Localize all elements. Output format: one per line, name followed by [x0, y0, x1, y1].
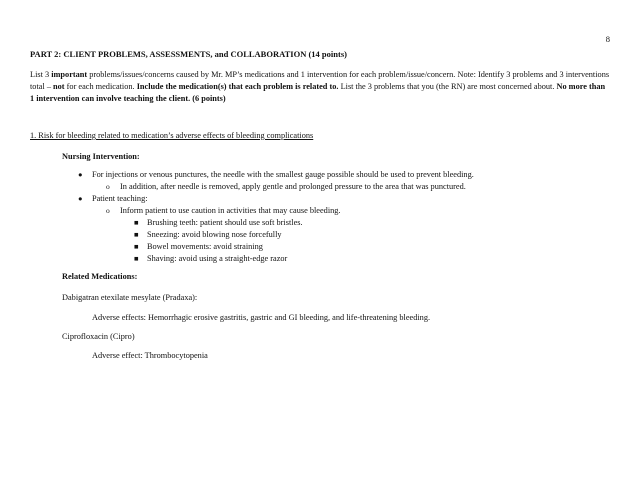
instructions-paragraph	[30, 69, 610, 104]
problem-title: 1. Risk for bleeding related to medication’s adverse effects of bleeding complications	[30, 131, 314, 140]
square-bullet-icon: ■	[134, 242, 139, 251]
instructions-emphasis: No more than 1 intervention can involve teaching the client. (6 points)	[30, 81, 606, 103]
circle-bullet-icon: o	[106, 182, 110, 191]
sub-bullet-item: In addition, after needle is removed, apply gentle and prolonged pressure to the area that was punctured.	[120, 182, 466, 191]
bullet-item: For injections or venous punctures, the needle with the smallest gauge possible should be used to prevent bleeding.	[92, 170, 474, 179]
bullet-icon: ●	[78, 170, 83, 179]
square-bullet-icon: ■	[134, 218, 139, 227]
bullet-icon: ●	[78, 194, 83, 203]
square-bullet-item: Bowel movements: avoid straining	[147, 242, 263, 251]
medication-adverse-effects: Adverse effect: Thrombocytopenia	[92, 351, 208, 360]
square-bullet-item: Shaving: avoid using a straight-edge razor	[147, 254, 288, 263]
instructions-text: problems/issues/concerns caused by Mr. MP’s medications and 1 intervention for each problem/issue/concern. Note: Identify 3 problems and 3 interventions total –	[30, 70, 610, 91]
medication-name: Ciprofloxacin (Cipro)	[62, 332, 135, 341]
intervention-heading: Nursing Intervention:	[62, 152, 140, 161]
square-bullet-icon: ■	[134, 254, 139, 263]
circle-bullet-icon: o	[106, 206, 110, 215]
medication-name: Dabigatran etexilate mesylate (Pradaxa):	[62, 293, 198, 302]
square-bullet-item: Sneezing: avoid blowing nose forcefully	[147, 230, 282, 239]
bullet-item: Patient teaching:	[92, 194, 148, 203]
instructions-text: List the 3 problems that you (the RN) are most concerned about.	[338, 81, 557, 91]
instructions-text: for each medication.	[64, 81, 137, 91]
sub-bullet-item: Inform patient to use caution in activities that may cause bleeding.	[120, 206, 341, 215]
square-bullet-icon: ■	[134, 230, 139, 239]
page-number: 8	[605, 34, 610, 44]
instructions-text: List 3	[30, 70, 52, 79]
instructions-emphasis: important	[51, 70, 88, 79]
related-medications-heading: Related Medications:	[62, 272, 138, 281]
section-heading: PART 2: CLIENT PROBLEMS, ASSESSMENTS, and COLLABORATION (14 points)	[30, 49, 347, 59]
instructions-emphasis: Include the medication(s) that each problem is related to.	[136, 81, 339, 91]
square-bullet-item: Brushing teeth: patient should use soft bristles.	[147, 218, 303, 227]
instructions-emphasis: not	[53, 81, 65, 91]
medication-adverse-effects: Adverse effects: Hemorrhagic erosive gastritis, gastric and GI bleeding, and life-threatening bleeding.	[92, 313, 431, 322]
